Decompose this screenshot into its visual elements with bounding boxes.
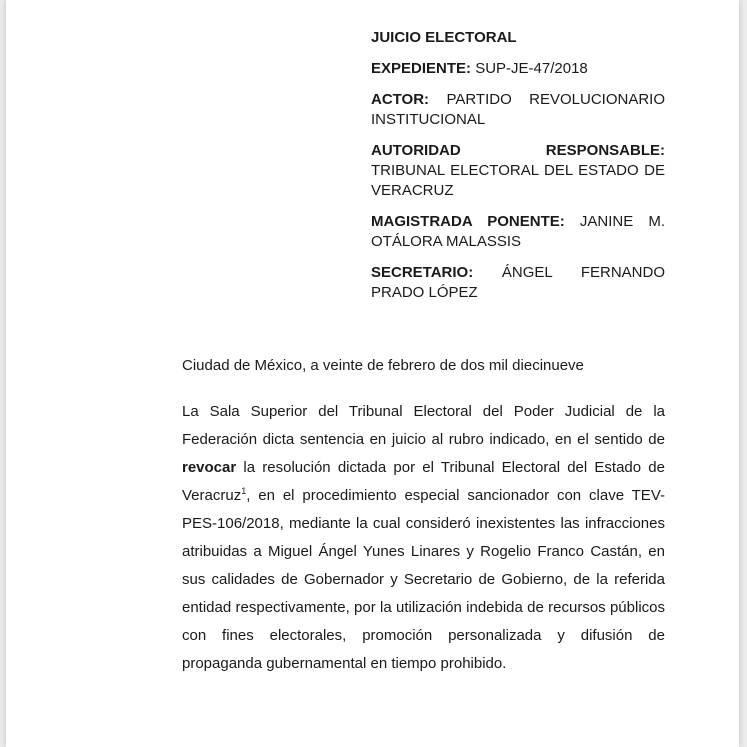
body-bold-word: revocar	[182, 459, 237, 476]
actor	[371, 90, 665, 130]
autoridad	[371, 141, 665, 201]
secretario	[371, 263, 665, 303]
magistrada-value: JANINE M. OTÁLORA MALASSIS	[371, 213, 665, 250]
body-text-part1: La Sala Superior del Tribunal Electoral del Poder Judicial de la Federación dicta sentencia en juicio al rubro indicado, en el sentido de	[182, 403, 665, 448]
expediente-label: EXPEDIENTE:	[371, 60, 472, 77]
body-paragraph	[182, 398, 665, 678]
autoridad-value: TRIBUNAL ELECTORAL DEL ESTADO DE VERACRUZ	[371, 162, 665, 199]
document-page	[6, 0, 739, 747]
place-date: Ciudad de México, a veinte de febrero de dos mil diecinueve	[182, 357, 584, 374]
actor-value: PARTIDO REVOLUCIONARIO INSTITUCIONAL	[371, 91, 666, 128]
secretario-label: SECRETARIO:	[371, 264, 474, 281]
body-text-part3: , en el procedimiento especial sancionador con clave TEV-PES-106/2018, mediante la cual consideró inexistentes las infracciones atribuidas a Miguel Ángel Yunes Linares y Rogelio Franco Castán, en sus calidades de Gobernador y Secretario de Gobierno, de la referida entidad respectivamente, por la utilización indebida de recursos públicos con fines electorales, promoción personalizada y difusión de propaganda gubernamental en tiempo prohibido.	[182, 487, 665, 672]
footnote-reference[interactable]: 1	[241, 486, 247, 496]
actor-label: ACTOR:	[371, 91, 430, 108]
expediente-value: SUP-JE-47/2018	[475, 60, 588, 77]
case-type	[371, 28, 665, 48]
case-header	[371, 28, 665, 314]
secretario-value: ÁNGEL FERNANDO PRADO LÓPEZ	[371, 264, 665, 301]
autoridad-label: AUTORIDAD RESPONSABLE:	[371, 142, 665, 159]
magistrada	[371, 212, 665, 252]
body-text-part2: la resolución dictada por el Tribunal Electoral del Estado de Veracruz	[182, 459, 665, 504]
expediente	[371, 59, 665, 79]
magistrada-label: MAGISTRADA PONENTE:	[371, 213, 565, 230]
case-type-label: JUICIO ELECTORAL	[371, 29, 517, 46]
